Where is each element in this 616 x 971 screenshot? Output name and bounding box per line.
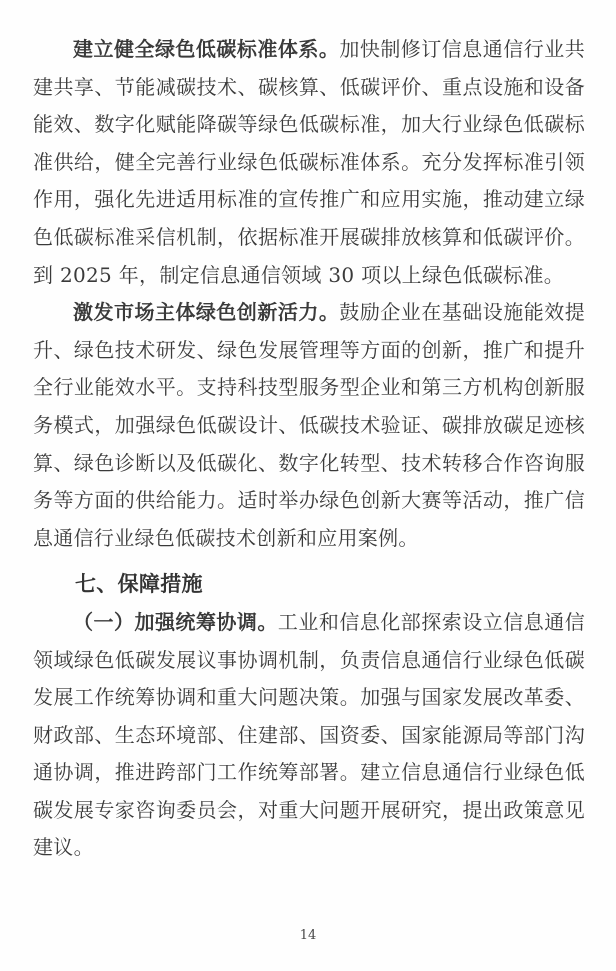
- paragraph-text: 工业和信息化部探索设立信息通信领域绿色低碳发展议事协调机制，负责信息通信行业绿色低碳发展工作统筹协调和重大问题决策。加强与国家发展改革委、财政部、生态环境部、住建部、国资委、国家能源局等部门沟通协调，推进跨部门工作统筹部署。建立信息通信行业绿色低碳发展专家咨询委员会，对重大问题开展研究，提出政策意见建议。: [33, 609, 585, 860]
- page-number: 14: [299, 928, 317, 943]
- paragraph-lead: 建立健全绿色低碳标准体系。: [73, 37, 340, 61]
- paragraph-text: 鼓励企业在基础设施能效提升、绿色技术研发、绿色发展管理等方面的创新，推广和提升全行业能效水平。支持科技型服务型企业和第三方机构创新服务模式，加强绿色低碳设计、低碳技术验证、碳排放碳足迹核算、绿色诊断以及低碳化、数字化转型、技术转移合作咨询服务等方面的供给能力。适时举办绿色创新大赛等活动，推广信息通信行业绿色低碳技术创新和应用案例。: [33, 300, 585, 550]
- paragraph-lead: 激发市场主体绿色创新活力。: [73, 300, 340, 325]
- paragraph-text: 加快制修订信息通信行业共建共享、节能减碳技术、碳核算、低碳评价、重点设施和设备能效、数字化赋能降碳等绿色低碳标准，加大行业绿色低碳标准供给，健全完善行业绿色低碳标准体系。充分发挥标准引领作用，强化先进适用标准的宣传推广和应用实施，推动建立绿色低碳标准采信机制，依据标准开展碳排放核算和低碳评价。到 2025 年，制定信息通信领域 30 项以上绿色低碳标准。: [33, 37, 585, 287]
- section-heading: 七、保障措施: [75, 572, 203, 597]
- paragraph: [33, 294, 585, 557]
- paragraph-lead: （一）加强统筹协调。: [73, 609, 278, 634]
- paragraph: [33, 604, 585, 867]
- paragraph: [33, 31, 585, 294]
- document-content: [33, 31, 585, 867]
